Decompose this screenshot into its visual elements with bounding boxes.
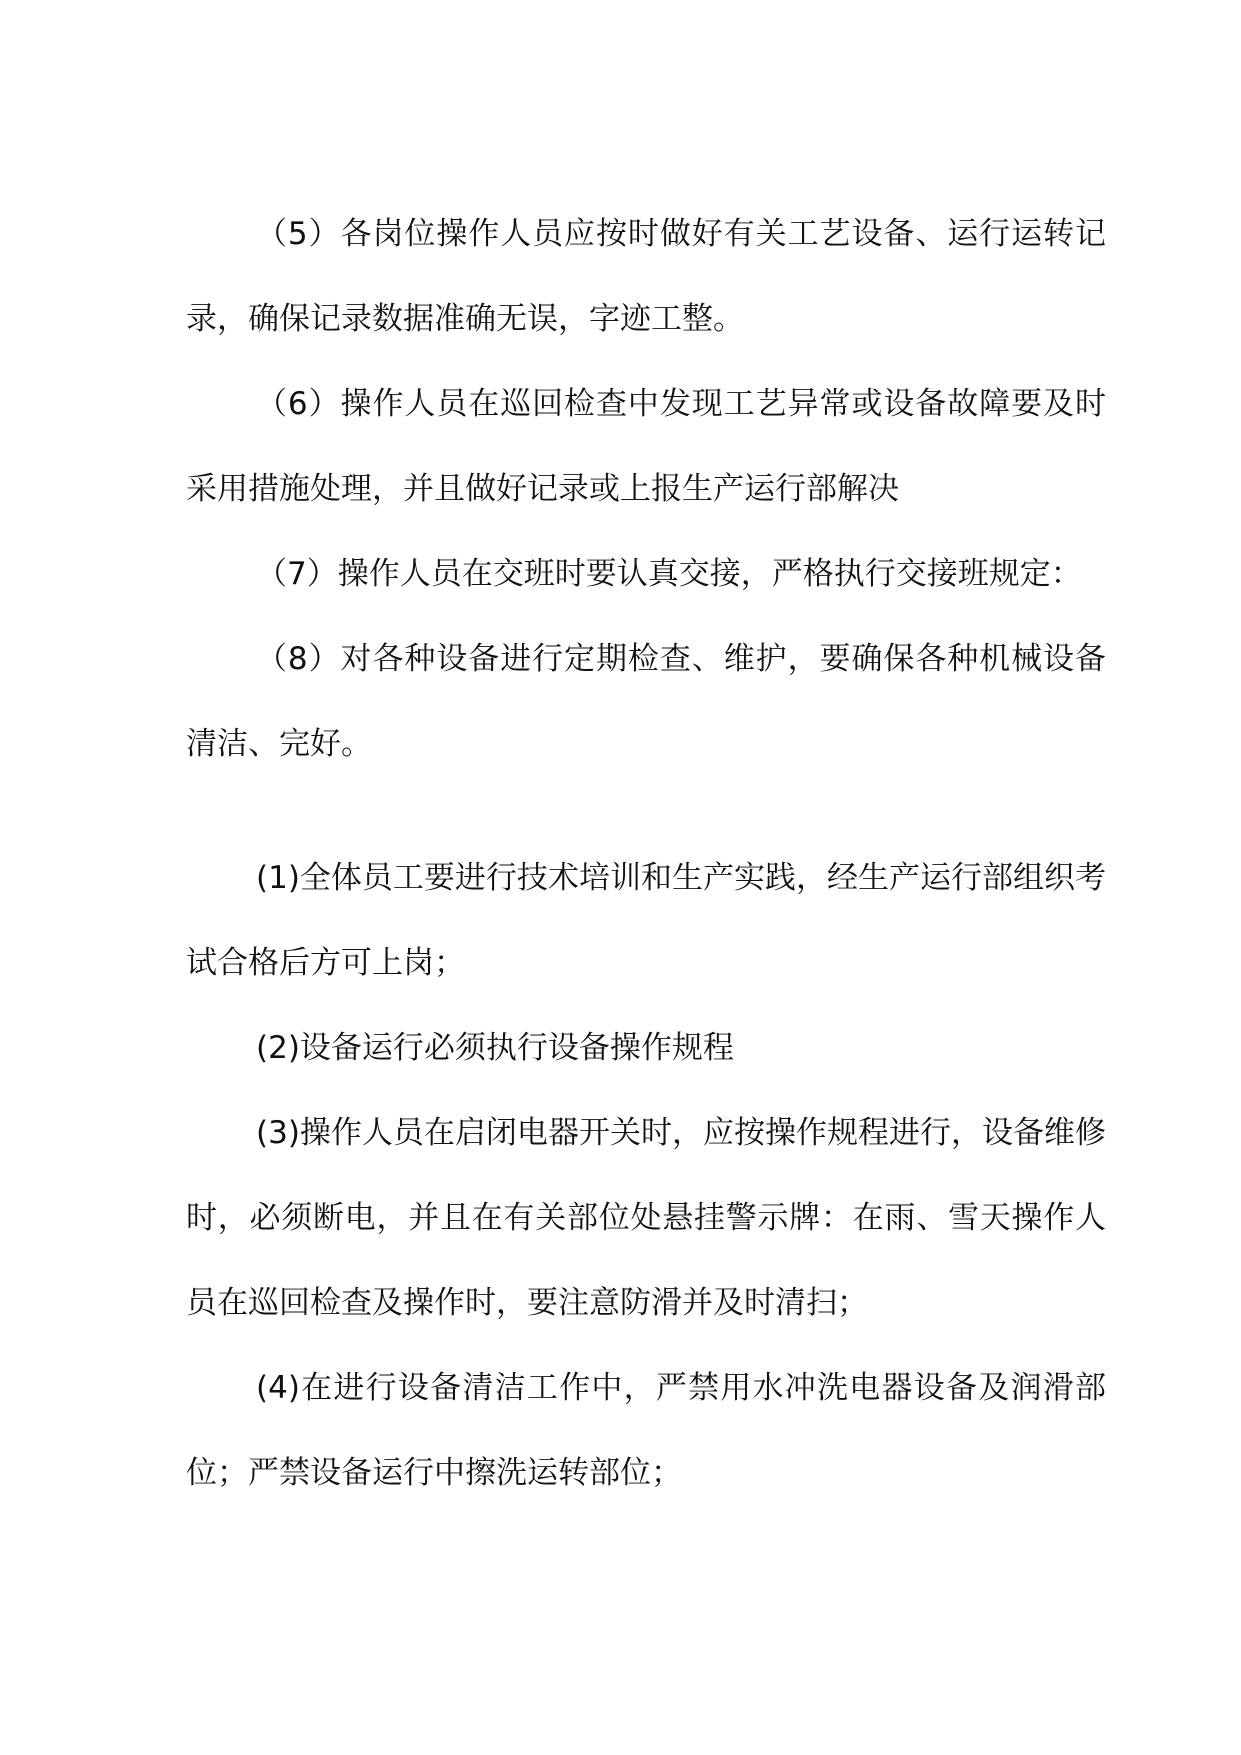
paragraph-8: （8）对各种设备进行定期检查、维护，要确保各种机械设备清洁、完好。 — [186, 641, 1106, 762]
paragraph-5: （5）各岗位操作人员应按时做好有关工艺设备、运行运转记录，确保记录数据准确无误，字迹工整。 — [186, 216, 1106, 337]
document-body — [186, 192, 1106, 1516]
paragraph-6: （6）操作人员在巡回检查中发现工艺异常或设备故障要及时采用措施处理，并且做好记录或上报生产运行部解决 — [186, 386, 1106, 507]
paragraph-7: （7）操作人员在交班时要认真交接，严格执行交接班规定： — [256, 556, 1082, 592]
section-gap — [186, 787, 1106, 836]
paragraph-4: (4)在进行设备清洁工作中，严禁用水冲洗电器设备及润滑部位；严禁设备运行中擦洗运转部位； — [186, 1370, 1106, 1491]
paragraph-3: (3)操作人员在启闭电器开关时，应按操作规程进行，设备维修时，必须断电，并且在有关部位处悬挂警示牌：在雨、雪天操作人员在巡回检查及操作时，要注意防滑并及时清扫； — [186, 1115, 1106, 1321]
paragraph-1: (1)全体员工要进行技术培训和生产实践，经生产运行部组织考试合格后方可上岗； — [186, 860, 1106, 981]
paragraph-2: (2)设备运行必须执行设备操作规程 — [256, 1030, 734, 1066]
